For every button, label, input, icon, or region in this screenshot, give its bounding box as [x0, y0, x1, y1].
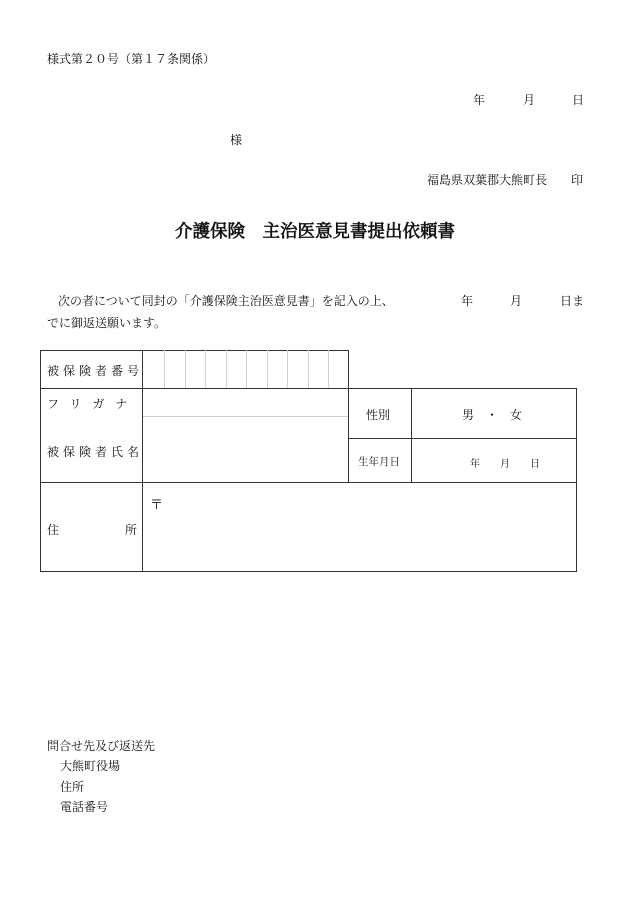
issuer: 福島県双葉郡大熊町長 印	[426, 173, 583, 187]
table-border	[348, 350, 349, 389]
table-border	[348, 438, 577, 439]
table-border	[40, 350, 41, 572]
form-number: 様式第２０号（第１７条関係）	[47, 52, 216, 66]
table-border	[40, 388, 577, 389]
digit-divider	[205, 350, 206, 388]
request-month-label: 月	[510, 294, 523, 308]
birth-day-label: 日	[530, 459, 540, 470]
request-text-line2: でに御返送願います。	[47, 316, 167, 330]
furigana-label: フリガナ	[47, 397, 139, 411]
date-year-label: 年	[473, 93, 486, 107]
contact-phone-label: 電話番号	[60, 800, 109, 814]
request-text-line1: 次の者について同封の「介護保険主治医意見書」を記入の上、	[58, 294, 394, 308]
digit-divider	[226, 350, 227, 388]
document-title: 介護保険 主治医意見書提出依頼書	[175, 222, 455, 242]
digit-divider	[267, 350, 268, 388]
contact-office: 大熊町役場	[60, 759, 121, 773]
table-border	[40, 571, 577, 572]
gender-options: 男 ・ 女	[462, 408, 523, 422]
request-year-label: 年	[461, 294, 474, 308]
request-day-label: 日ま	[560, 294, 585, 308]
date-day-label: 日	[572, 93, 585, 107]
insured-name-label: 被保険者氏名	[47, 445, 144, 459]
date-month-label: 月	[523, 93, 536, 107]
contact-address-label: 住所	[60, 780, 85, 794]
table-border	[348, 388, 349, 483]
contact-label: 問合せ先及び返送先	[47, 739, 156, 753]
digit-divider	[308, 350, 309, 388]
table-border	[576, 388, 577, 572]
digit-divider	[185, 350, 186, 388]
digit-divider	[328, 350, 329, 388]
gender-label: 性別	[366, 408, 391, 422]
table-border	[411, 388, 412, 483]
digit-divider	[287, 350, 288, 388]
digit-divider	[164, 350, 165, 388]
table-border	[142, 350, 143, 572]
recipient-suffix: 様	[230, 133, 243, 147]
table-border	[40, 350, 349, 351]
table-border	[40, 482, 577, 483]
furigana-divider	[143, 416, 348, 417]
address-label: 住所	[47, 523, 137, 537]
birth-month-label: 月	[500, 459, 510, 470]
postal-mark: 〒	[150, 498, 164, 513]
birth-year-label: 年	[470, 459, 480, 470]
birthdate-label: 生年月日	[358, 456, 400, 468]
insured-number-label: 被保険者番号	[47, 364, 144, 378]
digit-divider	[246, 350, 247, 388]
